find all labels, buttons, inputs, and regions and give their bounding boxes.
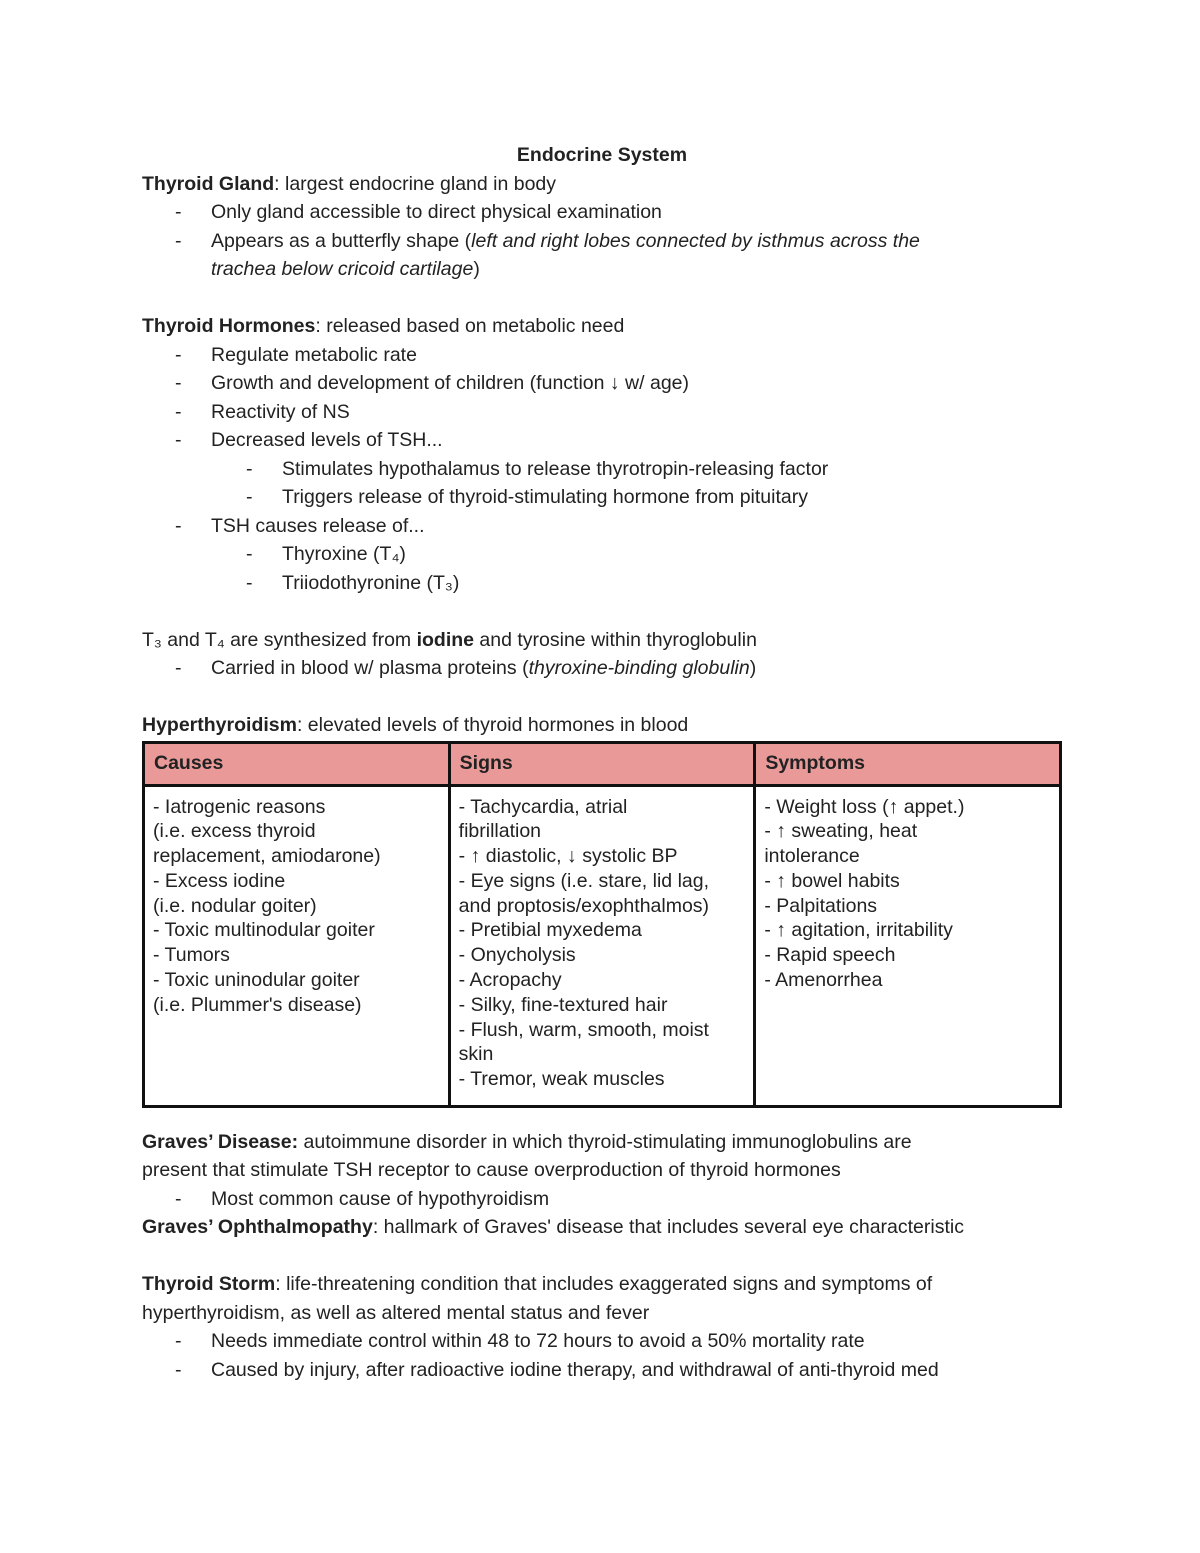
list-item: - Decreased levels of TSH...	[175, 429, 443, 451]
cell-line: - Weight loss (↑ appet.)	[764, 795, 965, 818]
term-hyperthyroidism: Hyperthyroidism	[142, 714, 297, 736]
list-item: - Carried in blood w/ plasma proteins (thyroxine-binding globulin)	[175, 657, 757, 679]
graves-definition-cont: present that stimulate TSH receptor to cause overproduction of thyroid hormones	[142, 1159, 841, 1181]
header-causes: Causes	[144, 742, 450, 785]
list-item: - Regulate metabolic rate	[175, 343, 417, 366]
document-page	[142, 141, 1062, 1384]
cell-line: and proptosis/exophthalmos)	[458, 894, 710, 917]
graves-ophthalmopathy-heading: Graves’ Ophthalmopathy: hallmark of Graves' disease that includes several eye characteristic	[142, 1216, 964, 1238]
term-iodine: iodine	[416, 628, 474, 651]
list-item-continuation: trachea below cricoid cartilage)	[211, 258, 480, 280]
cell-line: - ↑ sweating, heat	[764, 820, 918, 843]
cell-line: - Toxic multinodular goiter	[153, 919, 375, 942]
cell-line: - Palpitations	[764, 894, 878, 917]
cell-line: intolerance	[764, 845, 860, 868]
cell-line: - Amenorrhea	[764, 969, 883, 992]
sub-list-item: - Thyroxine (T₄)	[246, 543, 406, 565]
sub-list-item: - Stimulates hypothalamus to release thyrotropin-releasing factor	[246, 457, 829, 480]
list-item: - Reactivity of NS	[175, 400, 350, 423]
header-symptoms: Symptoms	[755, 742, 1061, 785]
list-item: - TSH causes release of...	[175, 514, 425, 537]
thyroid-hormones-heading: Thyroid Hormones: released based on metabolic need	[142, 315, 625, 337]
cell-line: - ↑ diastolic, ↓ systolic BP	[458, 845, 678, 868]
synthesis-line: T₃ and T₄ are synthesized from iodine and tyrosine within thyroglobulin	[142, 628, 757, 651]
term-thyroid-gland: Thyroid Gland	[142, 172, 275, 195]
thyroid-storm-heading: Thyroid Storm: life-threatening condition that includes exaggerated signs and symptoms of	[142, 1273, 933, 1295]
thyroid-storm-definition-cont: hyperthyroidism, as well as altered mental status and fever	[142, 1301, 650, 1324]
thyroid-gland-heading	[142, 170, 1062, 199]
cell-line: - Tremor, weak muscles	[458, 1068, 665, 1091]
cell-line: - Acropachy	[458, 969, 562, 992]
cell-line: (i.e. nodular goiter)	[153, 894, 317, 917]
list-item: - Growth and development of children (function ↓ w/ age)	[175, 372, 690, 394]
header-signs: Signs	[449, 742, 755, 785]
hyperthyroidism-table	[142, 741, 1062, 1108]
cell-line: - Flush, warm, smooth, moist	[458, 1018, 709, 1041]
cell-line: - Onycholysis	[458, 944, 576, 967]
cell-line: (i.e. Plummer's disease)	[153, 993, 362, 1016]
term-thyroid-hormones: Thyroid Hormones	[142, 315, 316, 337]
signs-cell	[449, 785, 755, 1106]
cell-line: - Iatrogenic reasons	[153, 795, 326, 818]
cell-line: - Rapid speech	[764, 944, 896, 967]
cell-line: - Pretibial myxedema	[458, 919, 642, 942]
cell-line: - Excess iodine	[153, 869, 286, 892]
term-graves-disease: Graves’ Disease:	[142, 1130, 299, 1153]
cell-line: (i.e. excess thyroid	[153, 820, 316, 843]
sub-list-item: - Triiodothyronine (T₃)	[246, 571, 460, 594]
list-item: - Only gland accessible to direct physical examination	[175, 201, 662, 223]
cell-line: skin	[458, 1043, 494, 1066]
cell-line: - Silky, fine-textured hair	[458, 993, 668, 1016]
causes-cell	[144, 785, 450, 1106]
hyperthyroidism-heading: Hyperthyroidism: elevated levels of thyroid hormones in blood	[142, 714, 689, 736]
cell-line: replacement, amiodarone)	[153, 845, 381, 868]
list-item: - Most common cause of hypothyroidism	[175, 1187, 550, 1210]
cell-line: - ↑ bowel habits	[764, 869, 900, 892]
symptoms-cell	[755, 785, 1061, 1106]
term-graves-ophthalmopathy: Graves’ Ophthalmopathy	[142, 1216, 373, 1238]
graves-heading: Graves’ Disease: autoimmune disorder in which thyroid-stimulating immunoglobulins are	[142, 1130, 912, 1153]
page-title: Endocrine System	[516, 144, 688, 166]
cell-line: - Toxic uninodular goiter	[153, 969, 360, 992]
cell-line: fibrillation	[458, 820, 542, 843]
sub-list-item: - Triggers release of thyroid-stimulating hormone from pituitary	[246, 486, 808, 508]
thyroid-gland-definition: : largest endocrine gland in body	[274, 172, 557, 195]
cell-line: - ↑ agitation, irritability	[764, 919, 953, 942]
cell-line: - Eye signs (i.e. stare, lid lag,	[458, 869, 710, 892]
list-item: - Caused by injury, after radioactive iodine therapy, and withdrawal of anti-thyroid med	[175, 1358, 939, 1381]
term-thyroid-storm: Thyroid Storm	[142, 1273, 276, 1295]
cell-line: - Tachycardia, atrial	[458, 795, 628, 818]
list-item: - Appears as a butterfly shape (left and right lobes connected by isthmus across the	[175, 229, 920, 252]
list-item: - Needs immediate control within 48 to 72 hours to avoid a 50% mortality rate	[175, 1330, 865, 1352]
cell-line: - Tumors	[153, 944, 230, 967]
